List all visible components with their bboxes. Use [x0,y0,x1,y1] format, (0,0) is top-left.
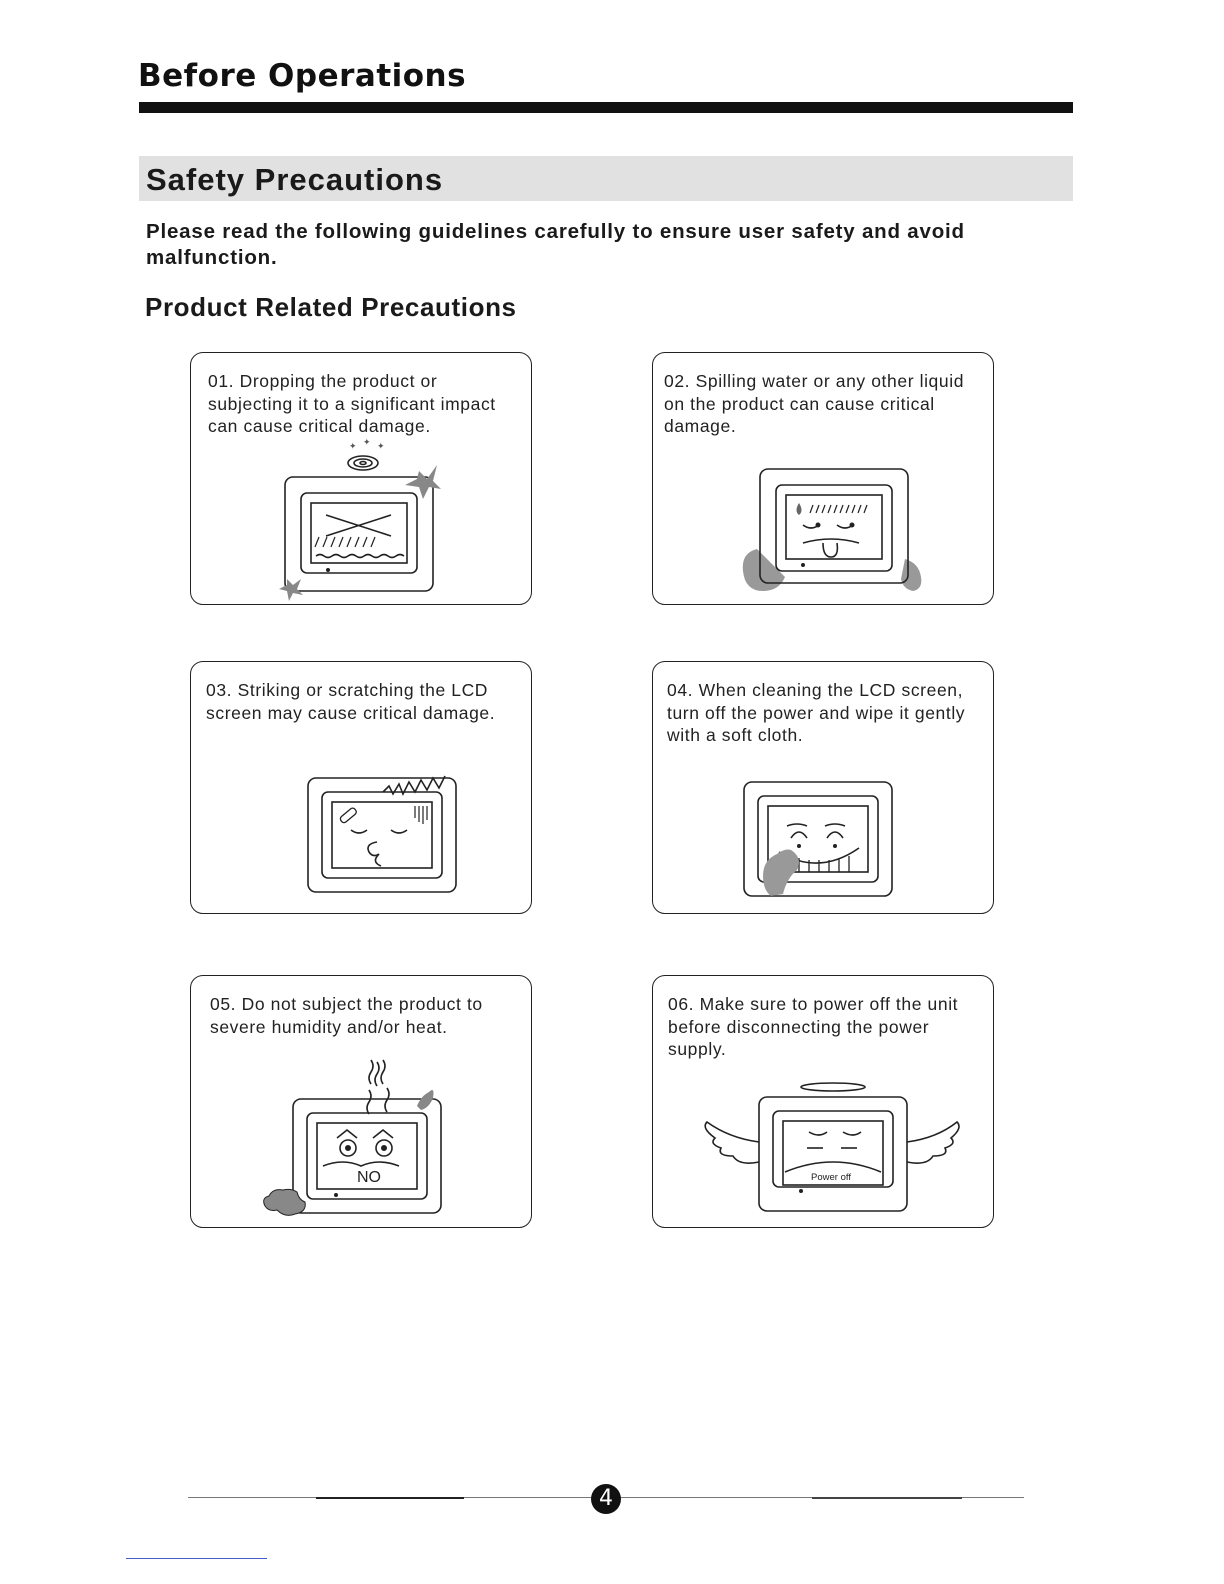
precaution-line: screen may cause critical damage. [206,702,496,723]
power-off-label: Power off [811,1172,851,1183]
svg-text:✦: ✦ [363,438,371,448]
precaution-line: 06. Make sure to power off the unit [668,994,959,1014]
wet-tv-icon [653,353,995,606]
precaution-line: damage. [664,416,737,437]
subheading-product-precautions: Product Related Precautions [145,292,517,322]
precaution-line: 04. When cleaning the LCD screen, [667,680,964,700]
dropped-tv-icon [191,353,533,606]
precaution-card-06 [652,975,994,1228]
precaution-card-03 [190,661,532,914]
precaution-card-01 [190,352,532,605]
intro-text [146,219,1026,271]
precaution-line: can cause critical damage. [208,416,431,437]
no-label: NO [357,1169,381,1186]
precaution-line: 01. Dropping the product or [208,371,438,391]
svg-text:✦: ✦ [349,442,357,452]
footer-link-underline [126,1558,267,1559]
precaution-card-02 [652,352,994,605]
angel-tv-icon [653,976,995,1229]
section-header-bar [139,156,1073,201]
hot-tv-icon [191,976,533,1229]
page-number: 4 [591,1484,621,1514]
precaution-line: supply. [668,1039,727,1060]
section-title: Safety Precautions [146,162,444,197]
precaution-line: before disconnecting the power [668,1016,930,1037]
title-rule [139,102,1073,113]
precaution-card-05 [190,975,532,1228]
precaution-line: 05. Do not subject the product to [210,994,483,1014]
precaution-line: on the product can cause critical [664,393,935,414]
precaution-line: subjecting it to a significant impact [208,393,496,414]
intro-line-2: malfunction. [146,246,278,269]
svg-text:✦: ✦ [377,442,385,452]
precaution-line: turn off the power and wipe it gently [667,702,966,723]
precaution-line: severe humidity and/or heat. [210,1016,448,1037]
precaution-line: with a soft cloth. [667,725,804,746]
scratched-tv-icon [191,662,533,915]
page-title: Before Operations [138,58,467,94]
precaution-line: 03. Striking or scratching the LCD [206,680,489,700]
cleaning-tv-icon [653,662,995,915]
precaution-line: 02. Spilling water or any other liquid [664,371,965,391]
intro-line-1: Please read the following guidelines carefully to ensure user safety and avoid [146,220,965,243]
footer-rule-right-accent [812,1497,962,1499]
precaution-card-04 [652,661,994,914]
footer-rule-left-accent [316,1497,464,1499]
